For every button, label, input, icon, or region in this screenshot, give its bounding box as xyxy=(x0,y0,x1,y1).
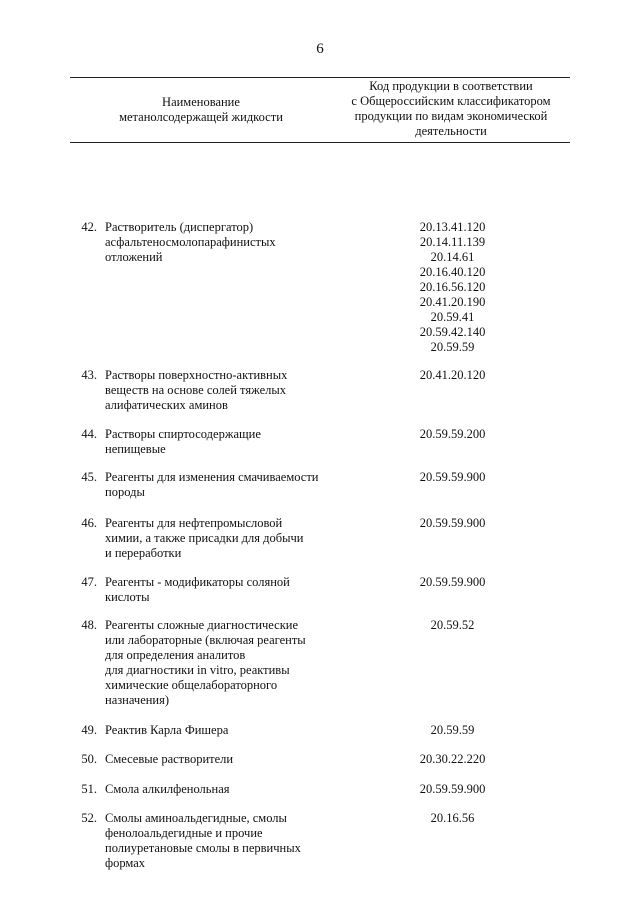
row-product-codes xyxy=(370,782,535,797)
row-number: 46. xyxy=(81,516,97,530)
row-number: 50. xyxy=(81,752,97,766)
product-code: 20.16.40.120 xyxy=(419,265,486,279)
product-code: 20.41.20.120 xyxy=(419,368,486,382)
row-liquid-name: Растворы поверхностно-активных веществ на основе солей тяжелых алифатических аминов xyxy=(105,368,288,412)
row-product-codes xyxy=(370,368,535,383)
row-number: 47. xyxy=(81,575,97,589)
product-code: 20.14.11.139 xyxy=(419,235,486,249)
product-code: 20.16.56 xyxy=(430,811,475,825)
row-liquid-name: Смола алкилфенольная xyxy=(105,782,230,796)
product-code: 20.59.59.900 xyxy=(419,470,486,484)
product-code: 20.59.41 xyxy=(430,310,475,324)
row-product-codes xyxy=(370,575,535,590)
row-number: 51. xyxy=(81,782,97,796)
page-number: 6 xyxy=(316,41,324,57)
row-liquid-name: Растворы спиртосодержащие непищевые xyxy=(105,427,261,456)
table-header xyxy=(70,77,570,143)
header-name-column: Наименование метанолсодержащей жидкости xyxy=(119,95,283,124)
row-number: 45. xyxy=(81,470,97,484)
product-code: 20.59.52 xyxy=(430,618,475,632)
product-code: 20.59.59.900 xyxy=(419,516,486,530)
product-code: 20.41.20.190 xyxy=(419,295,486,309)
header-code-column: Код продукции в соответствии с Общероссийским классификатором продукции по видам экономической деятельности xyxy=(351,79,551,138)
product-code: 20.59.59 xyxy=(430,723,475,737)
row-liquid-name: Смолы аминоальдегидные, смолы фенолоальдегидные и прочие полиуретановые смолы в первичных формах xyxy=(105,811,301,870)
row-liquid-name: Реагенты сложные диагностические или лабораторные (включая реагенты для определения аналитов для диагностики in vitro, реактивы химические общелабораторного назначения) xyxy=(105,618,306,707)
product-code: 20.59.59 xyxy=(430,340,475,354)
product-code: 20.30.22.220 xyxy=(419,752,486,766)
row-number: 43. xyxy=(81,368,97,382)
row-number: 49. xyxy=(81,723,97,737)
row-liquid-name: Реагенты для изменения смачиваемости породы xyxy=(105,470,319,499)
product-code: 20.59.42.140 xyxy=(419,325,486,339)
row-liquid-name: Реактив Карла Фишера xyxy=(105,723,229,737)
row-product-codes xyxy=(370,220,535,355)
row-product-codes xyxy=(370,752,535,767)
product-table xyxy=(70,77,570,870)
product-code: 20.14.61 xyxy=(430,250,475,264)
row-product-codes xyxy=(370,811,535,826)
row-product-codes xyxy=(370,723,535,738)
product-code: 20.59.59.900 xyxy=(419,575,486,589)
row-liquid-name: Растворитель (диспергатор) асфальтеносмолопарафинистых отложений xyxy=(105,220,276,264)
row-number: 44. xyxy=(81,427,97,441)
product-code: 20.59.59.200 xyxy=(419,427,486,441)
row-product-codes xyxy=(370,470,535,485)
product-code: 20.13.41.120 xyxy=(419,220,486,234)
product-code: 20.59.59.900 xyxy=(419,782,486,796)
row-number: 52. xyxy=(81,811,97,825)
row-liquid-name: Смесевые растворители xyxy=(105,752,234,766)
row-number: 48. xyxy=(81,618,97,632)
row-product-codes xyxy=(370,516,535,531)
row-product-codes xyxy=(370,427,535,442)
row-liquid-name: Реагенты для нефтепромысловой химии, а также присадки для добычи и переработки xyxy=(105,516,304,560)
row-number: 42. xyxy=(81,220,97,234)
row-product-codes xyxy=(370,618,535,633)
product-code: 20.16.56.120 xyxy=(419,280,486,294)
row-liquid-name: Реагенты - модификаторы соляной кислоты xyxy=(105,575,290,604)
